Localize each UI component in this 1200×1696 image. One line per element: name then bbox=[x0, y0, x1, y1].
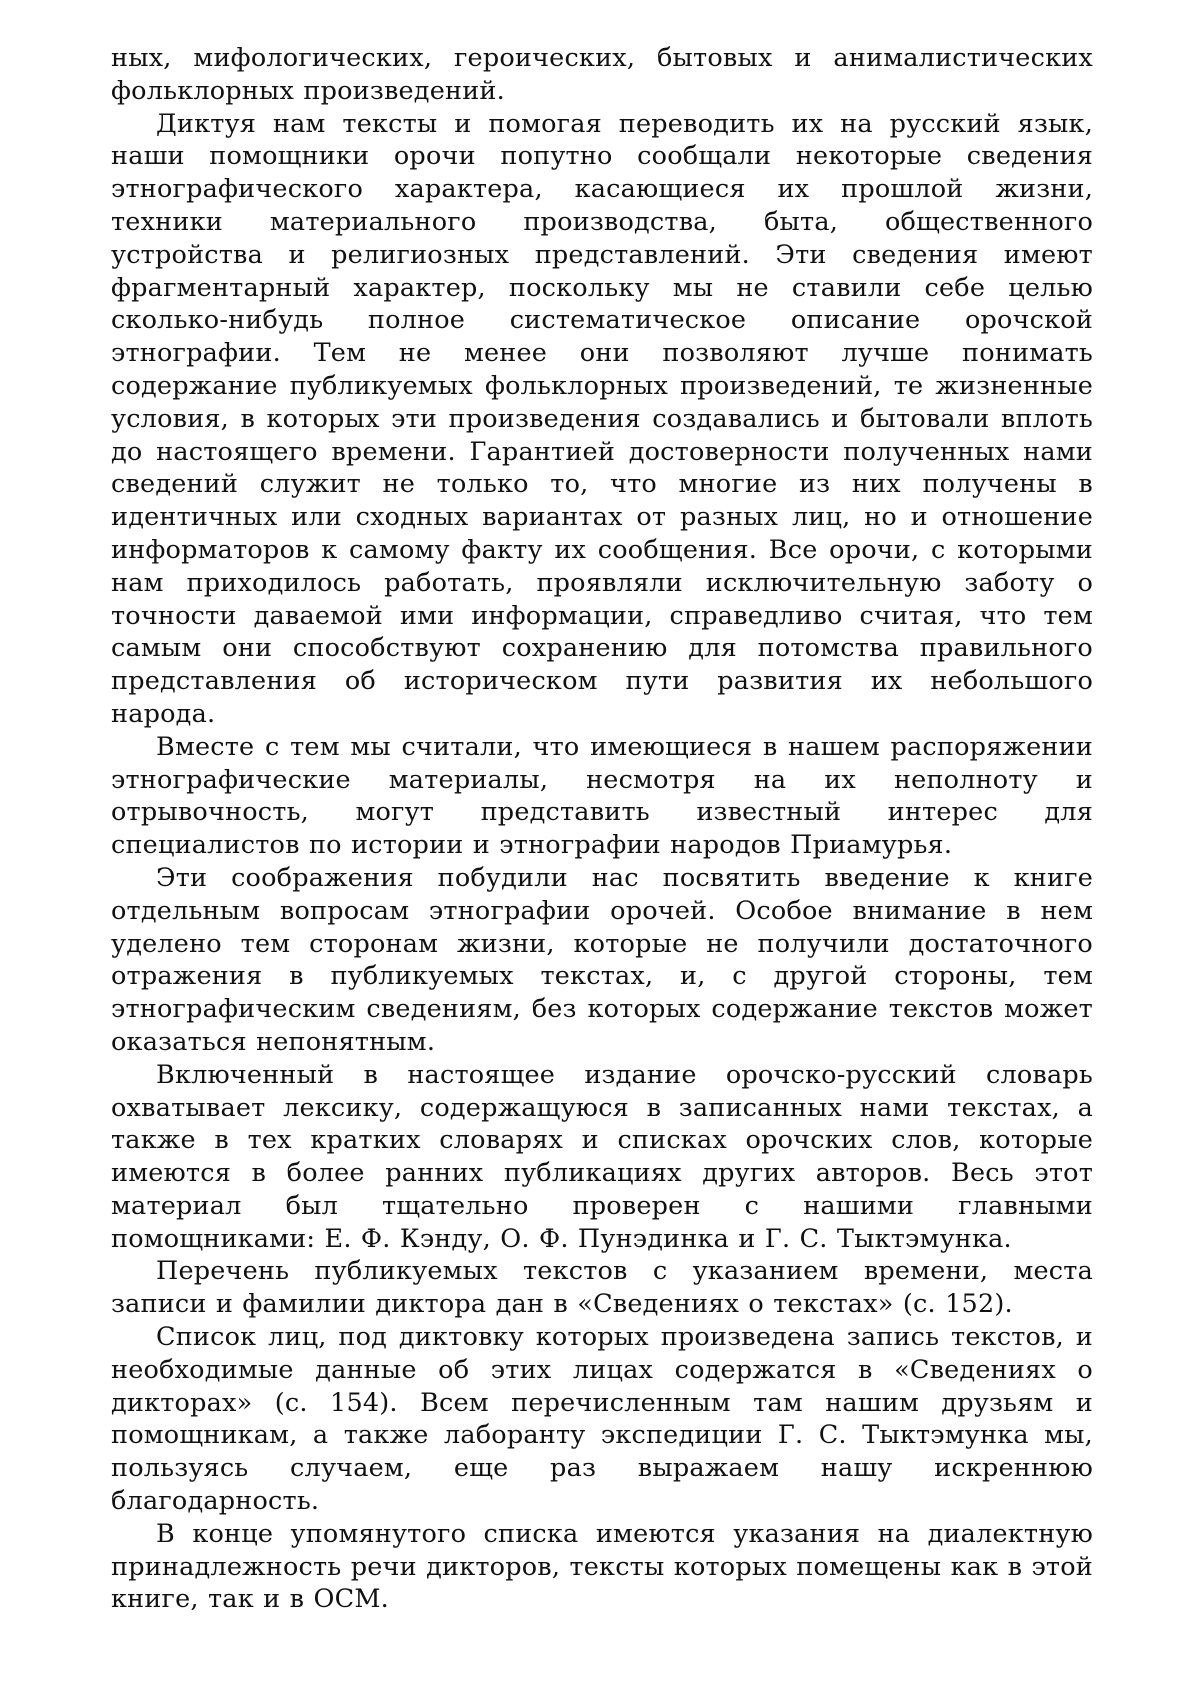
paragraph: Включенный в настоящее издание орочско-русский словарь охватывает лексику, содержащуюся в записанных нами текстах, а также в тех кратких словарях и списках орочских слов, которые имеются в более ранних публикациях других авторов. Весь этот материал был тщательно проверен с нашими главными помощниками: Е. Ф. Кэнду, О. Ф. Пунэдинка и Г. С. Тыктэмунка. bbox=[111, 1059, 1093, 1254]
paragraph: Диктуя нам тексты и помогая переводить их на русский язык, наши помощники орочи попутно сообщали некоторые сведения этнографического характера, касающиеся их прошлой жизни, техники материального производства, быта, общественного устройства и религиозных представлений. Эти сведения имеют фрагментарный характер, поскольку мы не ставили себе целью сколько-нибудь полное систематическое описание орочской этнографии. Тем не менее они позволяют лучше понимать содержание публикуемых фольклорных произведений, те жизненные условия, в которых эти произведения создавались и бытовали вплоть до настоящего времени. Гарантией достоверности полученных нами сведений служит не только то, что многие из них получены в идентичных или сходных вариантах от разных лиц, но и отношение информаторов к самому факту их сообщения. Все орочи, с которыми нам приходилось работать, проявляли исключительную заботу о точности даваемой ими информации, справедливо считая, что тем самым они способствуют сохранению для потомства правильного представления об историческом пути развития их небольшого народа. bbox=[111, 108, 1093, 729]
paragraph: Перечень публикуемых текстов с указанием времени, места записи и фамилии диктора дан в «Сведениях о текстах» (с. 152). bbox=[111, 1256, 1093, 1320]
paragraph-continuation: ных, мифологических, героических, бытовых и анималистических фольклорных произведений. bbox=[111, 43, 1093, 106]
paragraph: В конце упомянутого списка имеются указания на диалектную принадлежность речи дикторов, тексты которых помещены как в этой книге, так и в ОСМ. bbox=[111, 1518, 1093, 1615]
paragraph: Эти соображения побудили нас посвятить введение к книге отдельным вопросам этнографии орочей. Особое внимание в нем уделено тем сторонам жизни, которые не получили достаточного отражения в публикуемых текстах, и, с другой стороны, тем этнографическим сведениям, без которых содержание текстов может оказаться непонятным. bbox=[111, 862, 1093, 1057]
paragraph: Вместе с тем мы считали, что имеющиеся в нашем распоряжении этнографические материалы, несмотря на их неполноту и отрывочность, могут представить известный интерес для специалистов по истории и этнографии народов Приамурья. bbox=[111, 731, 1093, 861]
paragraph: Список лиц, под диктовку которых произведена запись текстов, и необходимые данные об этих лицах содержатся в «Сведениях о дикторах» (с. 154). Всем перечисленным там нашим друзьям и помощникам, а также лаборанту экспедиции Г. С. Тыктэмунка мы, пользуясь случаем, еще раз выражаем нашу искреннюю благодарность. bbox=[111, 1322, 1093, 1517]
document-page bbox=[111, 42, 1093, 1616]
